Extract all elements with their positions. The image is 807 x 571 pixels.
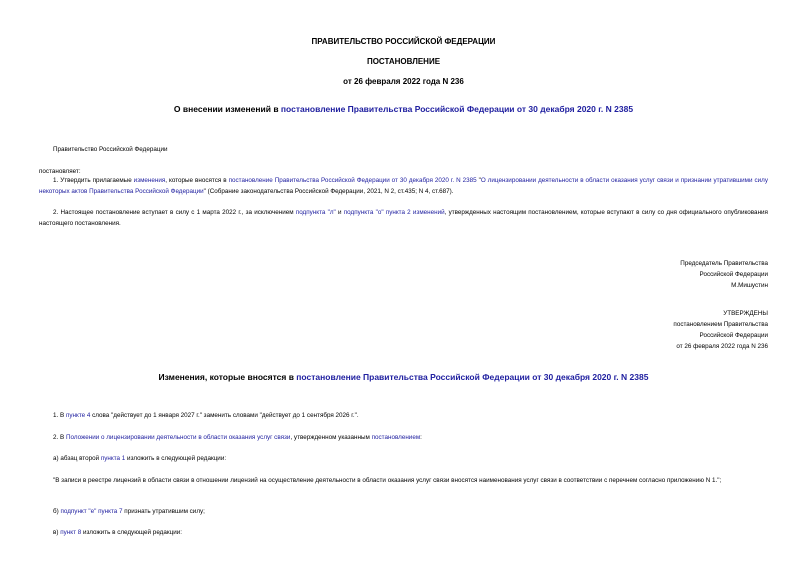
signature-name: М.Мишустин: [731, 282, 768, 289]
change-item-2: 2. В Положении о лицензировании деятельности в области оказания услуг связи, утвержденном указанным постановлением:: [53, 434, 422, 441]
change-item-1: 1. В пункте 4 слова "действует до 1 января 2027 г." заменить словами "действует до 1 сентября 2026 г.".: [53, 412, 359, 419]
link-subpoint-e[interactable]: подпункт "е" пункта 7: [60, 508, 123, 515]
changes-title-prefix: Изменения, которые вносятся в: [158, 372, 297, 382]
doc-title: [0, 104, 807, 114]
link-resolution-title[interactable]: О лицензировании деятельности в области оказания услуг связи и признании утратившими силу некоторых актов Правительства Российской Федерации: [39, 177, 768, 195]
issuer: Правительство Российской Федерации: [53, 146, 168, 153]
paragraph-1: 1. Утвердить прилагаемые изменения, которые вносятся в постановление Правительства Российской Федерации от 30 декабря 2020 г. N 2385 "О лицензировании деятельности в области оказания услуг связи и признании утратившими силу некоторых актов Правительства Российской Федерации" (Собрание законодательства Российской Федерации, 2021, N 2, ст.435; N 4, ст.687).: [39, 177, 768, 195]
link-regulation[interactable]: Положении о лицензировании деятельности в области оказания услуг связи: [65, 434, 291, 441]
change-item-v: в) пункт 8 изложить в следующей редакции:: [53, 529, 182, 536]
change-item-a: а) абзац второй пункта 1 изложить в следующей редакции:: [53, 455, 227, 462]
doc-title-link[interactable]: постановление Правительства Российской Федерации от 30 декабря 2020 г. N 2385: [280, 104, 634, 114]
link-subpoint-o[interactable]: подпункта "о" пункта 2 изменений: [343, 209, 445, 216]
approval-line-4: от 26 февраля 2022 года N 236: [676, 343, 768, 350]
link-changes[interactable]: изменения: [133, 177, 166, 184]
signature-country: Российской Федерации: [699, 271, 768, 278]
changes-title-link[interactable]: постановление Правительства Российской Федерации от 30 декабря 2020 г. N 2385: [296, 372, 649, 382]
doc-date-number: от 26 февраля 2022 года N 236: [343, 77, 464, 86]
approval-line-3: Российской Федерации: [699, 332, 768, 339]
change-item-quote: "В записи в реестре лицензий в области связи в отношении лицензий на осуществление деятельности в области оказания услуг связи вносятся наименования услуг связи в соответствии с перечнем согласно приложению N 1.";: [53, 477, 722, 484]
link-resolution-2385[interactable]: постановление Правительства Российской Федерации от 30 декабря 2020 г. N 2385: [228, 177, 477, 184]
link-resolution[interactable]: постановлением: [371, 434, 421, 441]
link-point-1[interactable]: пункта 1: [100, 455, 126, 462]
approval-line-2: постановлением Правительства: [673, 321, 768, 328]
change-item-b: б) подпункт "е" пункта 7 признать утратившим силу;: [53, 508, 205, 515]
signature-position: Председатель Правительства: [680, 260, 768, 267]
link-subpoint-l[interactable]: подпункта "л": [295, 209, 336, 216]
changes-title: [0, 372, 807, 382]
doc-type: ПОСТАНОВЛЕНИЕ: [366, 57, 441, 66]
link-point-4[interactable]: пункте 4: [65, 412, 91, 419]
paragraph-2: 2. Настоящее постановление вступает в силу с 1 марта 2022 г., за исключением подпункта "л" и подпункта "о" пункта 2 изменений, утвержденных настоящим постановлением, которые вступают в силу со дня официального опубликования настоящего постановления.: [39, 209, 768, 227]
approval-label: УТВЕРЖДЕНЫ: [723, 310, 768, 317]
decrees-word: постановляет:: [39, 168, 81, 175]
doc-title-prefix: О внесении изменений в: [173, 104, 281, 114]
org-title: ПРАВИТЕЛЬСТВО РОССИЙСКОЙ ФЕДЕРАЦИИ: [311, 37, 496, 46]
link-point-8[interactable]: пункт 8: [60, 529, 82, 536]
